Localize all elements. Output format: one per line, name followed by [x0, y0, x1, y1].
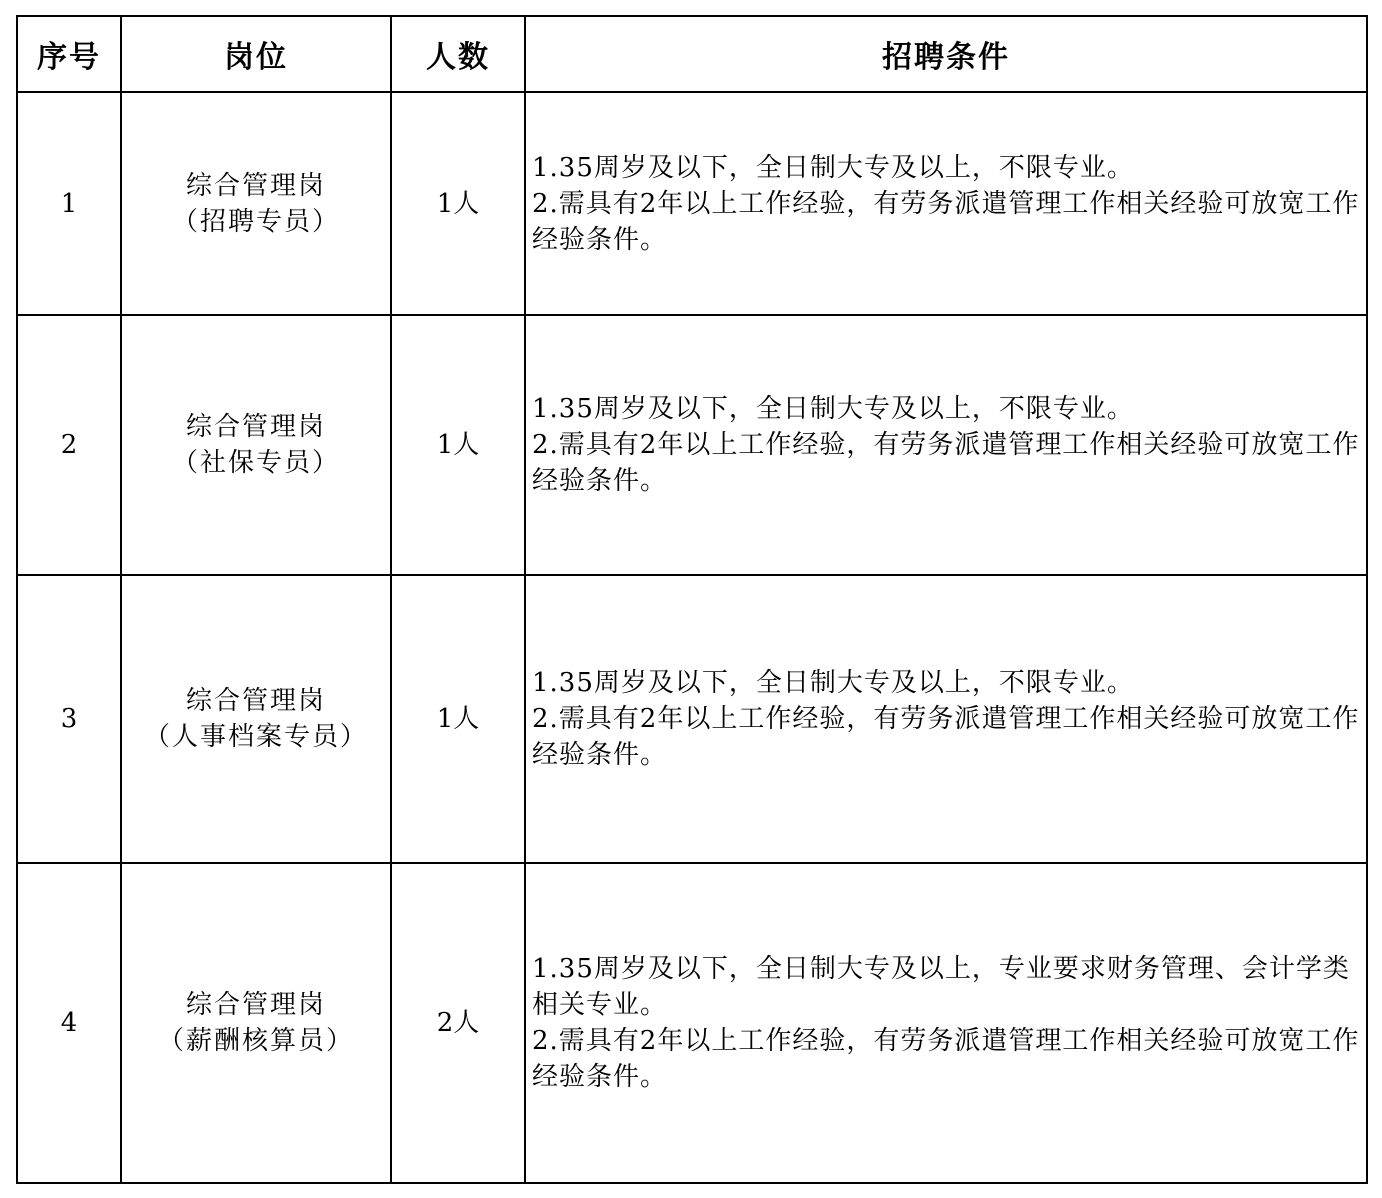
requirement-line: 2.需具有2年以上工作经验，有劳务派遣管理工作相关经验可放宽工作经验条件。 — [532, 1026, 1360, 1092]
position-title: 综合管理岗 — [185, 412, 326, 442]
table-row — [17, 315, 1367, 575]
header-count: 人数 — [391, 16, 525, 92]
header-position: 岗位 — [121, 16, 391, 92]
row-count: 1人 — [391, 575, 525, 863]
requirement-line: 1.35周岁及以下，全日制大专及以上，专业要求财务管理、会计学类相关专业。 — [532, 954, 1350, 1020]
row-count: 2人 — [391, 863, 525, 1183]
position-subtitle: （薪酬核算员） — [157, 1026, 354, 1056]
row-count: 1人 — [391, 315, 525, 575]
requirement-line: 1.35周岁及以下，全日制大专及以上，不限专业。 — [532, 394, 1134, 424]
requirement-line: 2.需具有2年以上工作经验，有劳务派遣管理工作相关经验可放宽工作经验条件。 — [532, 704, 1360, 770]
header-requirements: 招聘条件 — [525, 16, 1367, 92]
recruitment-table-wrapper — [16, 15, 1368, 1184]
position-subtitle: （社保专员） — [171, 448, 340, 478]
recruitment-table — [16, 15, 1368, 1184]
requirement-line: 1.35周岁及以下，全日制大专及以上，不限专业。 — [532, 668, 1134, 698]
row-number: 2 — [17, 315, 121, 575]
position-title: 综合管理岗 — [185, 990, 326, 1020]
position-subtitle: （人事档案专员） — [143, 722, 368, 752]
requirement-line: 1.35周岁及以下，全日制大专及以上，不限专业。 — [532, 152, 1134, 183]
row-requirements — [525, 92, 1367, 315]
table-row — [17, 92, 1367, 315]
row-position — [121, 92, 391, 315]
row-requirements — [525, 863, 1367, 1183]
table-header-row — [17, 16, 1367, 92]
requirement-line: 2.需具有2年以上工作经验，有劳务派遣管理工作相关经验可放宽工作经验条件。 — [532, 430, 1360, 496]
row-number: 1 — [17, 92, 121, 315]
row-number: 4 — [17, 863, 121, 1183]
header-number: 序号 — [17, 16, 121, 92]
row-position — [121, 575, 391, 863]
table-row — [17, 863, 1367, 1183]
requirement-line: 2.需具有2年以上工作经验，有劳务派遣管理工作相关经验可放宽工作经验条件。 — [532, 188, 1360, 255]
table-row — [17, 575, 1367, 863]
position-title: 综合管理岗 — [185, 686, 326, 716]
position-subtitle: （招聘专员） — [171, 206, 340, 237]
row-number: 3 — [17, 575, 121, 863]
row-requirements — [525, 315, 1367, 575]
row-position — [121, 315, 391, 575]
row-position — [121, 863, 391, 1183]
row-requirements — [525, 575, 1367, 863]
position-title: 综合管理岗 — [185, 170, 326, 201]
row-count: 1人 — [391, 92, 525, 315]
